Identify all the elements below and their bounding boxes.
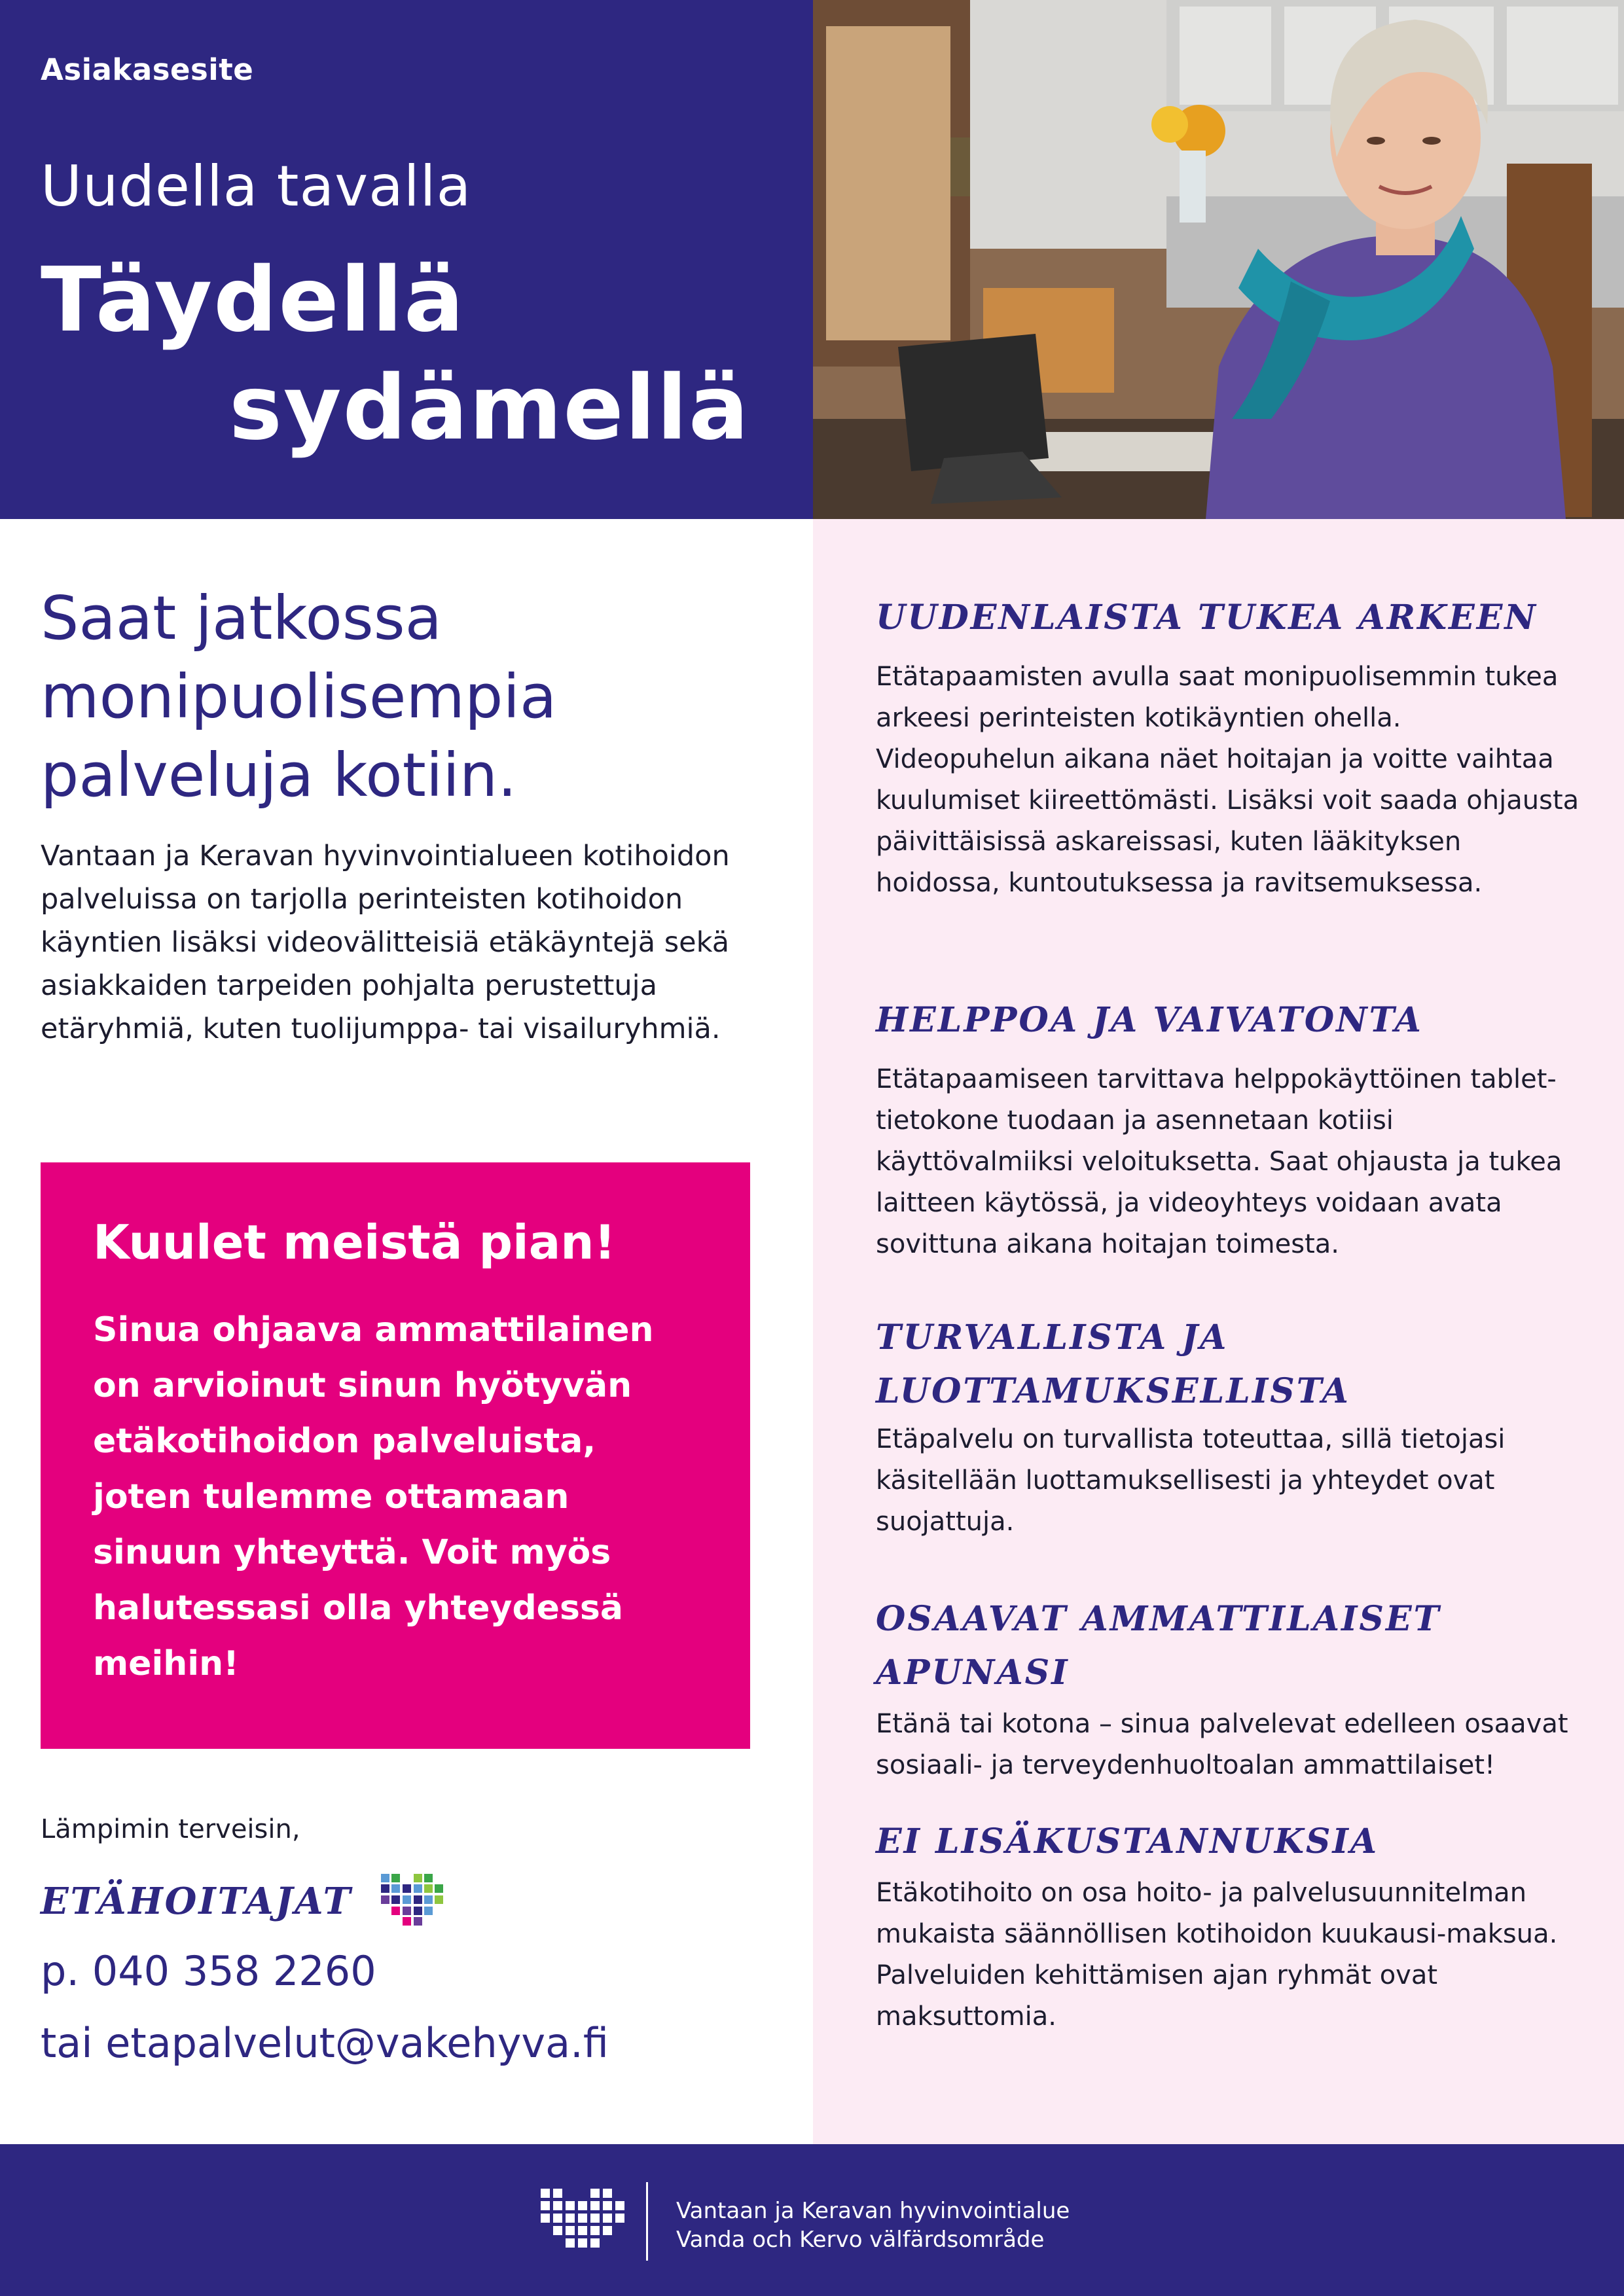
benefit-heading: EI LISÄKUSTANNUKSIA <box>876 1821 1379 1861</box>
benefit-heading: TURVALLISTA JA LUOTTAMUKSELLISTA <box>876 1318 1350 1411</box>
header-title-line1: Täydellä <box>41 249 465 352</box>
benefit-heading: OSAAVAT AMMATTILAISET APUNASI <box>876 1599 1441 1693</box>
benefit-heading: HELPPOA JA VAIVATONTA <box>876 1000 1423 1040</box>
header-title-line2: sydämellä <box>229 357 750 460</box>
benefit-text: Etätapaamisten avulla saat monipuolisemmin tukea arkeesi perinteisten kotikäyntien ohella. Videopuhelun aikana näet hoitajan ja voitte vaihtaa kuulumiset kiireettömästi. Lisäksi voit saada ohjausta päivittäisissä askareissasi, kuten lääkityksen hoidossa, kuntoutuksessa ja ravitsemuksessa. <box>876 662 1579 898</box>
benefit-text: Etänä tai kotona – sinua palvelevat edelleen osaavat sosiaali- ja terveydenhuoltoalan ammattilaiset! <box>876 1709 1568 1780</box>
signature-name: ETÄHOITAJAT <box>41 1880 353 1923</box>
header-photo <box>813 0 1624 519</box>
footer-divider <box>646 2182 648 2261</box>
contact-email: tai etapalvelut@vakehyva.fi <box>41 2019 609 2067</box>
greeting-text: Lämpimin terveisin, <box>41 1814 300 1844</box>
organization-logo-icon <box>541 2189 626 2254</box>
lead-heading: Saat jatkossa monipuolisempia palveluja kotiin. <box>41 583 557 810</box>
callout-box <box>41 1162 750 1749</box>
benefit-section <box>876 994 1583 1265</box>
benefits-panel <box>813 519 1624 2144</box>
document-type-label: Asiakasesite <box>41 52 254 87</box>
intro-paragraph: Vantaan ja Keravan hyvinvointialueen kotihoidon palveluissa on tarjolla perinteisten kotihoidon käyntien lisäksi videovälitteisiä etäkäyntejä sekä asiakkaiden tarpeiden pohjalta perustettuja etäryhmiä, kuten tuolijumppa- tai visailuryhmiä. <box>41 840 730 1045</box>
signature-row <box>41 1872 443 1931</box>
callout-text: Sinua ohjaava ammattilainen on arvioinut sinun hyötyvän etäkotihoidon palveluista, joten tulemme ottamaan sinuun yhteyttä. Voit myös halutessasi olla yhteydessä meihin! <box>93 1310 654 1683</box>
header-banner <box>0 0 813 519</box>
benefit-section <box>876 591 1583 904</box>
benefit-section-body <box>876 1419 1583 1543</box>
elderly-woman-with-tablet-photo <box>813 0 1624 519</box>
footer-name-swedish: Vanda och Kervo välfärdsområde <box>676 2227 1045 2253</box>
benefit-section <box>876 1815 1583 2037</box>
callout-title: Kuulet meistä pian! <box>93 1215 616 1270</box>
pixel-heart-icon <box>381 1874 443 1929</box>
benefit-heading: UUDENLAISTA TUKEA ARKEEN <box>876 598 1538 637</box>
contact-phone: p. 040 358 2260 <box>41 1947 376 1995</box>
header-subtitle: Uudella tavalla <box>41 154 472 219</box>
footer <box>0 2144 1624 2296</box>
benefit-section <box>876 1311 1350 1418</box>
benefit-text: Etäpalvelu on turvallista toteuttaa, sillä tietojasi käsitellään luottamuksellisesti ja yhteydet ovat suojattuja. <box>876 1424 1506 1537</box>
footer-organization-name <box>676 2197 1070 2254</box>
benefit-section <box>876 1592 1583 1786</box>
benefit-text: Etäkotihoito on osa hoito- ja palvelusuunnitelman mukaista säännöllisen kotihoidon kuukausi-maksua. Palveluiden kehittämisen ajan ryhmät ovat maksuttomia. <box>876 1878 1558 2032</box>
footer-name-finnish: Vantaan ja Keravan hyvinvointialue <box>676 2198 1070 2224</box>
benefit-text: Etätapaamiseen tarvittava helppokäyttöinen tablet-tietokone tuodaan ja asennetaan kotiisi käyttövalmiiksi veloituksetta. Saat ohjausta ja tukea laitteen käytössä, ja videoyhteys voidaan avata sovittuna aikana hoitajan toimesta. <box>876 1064 1562 1259</box>
